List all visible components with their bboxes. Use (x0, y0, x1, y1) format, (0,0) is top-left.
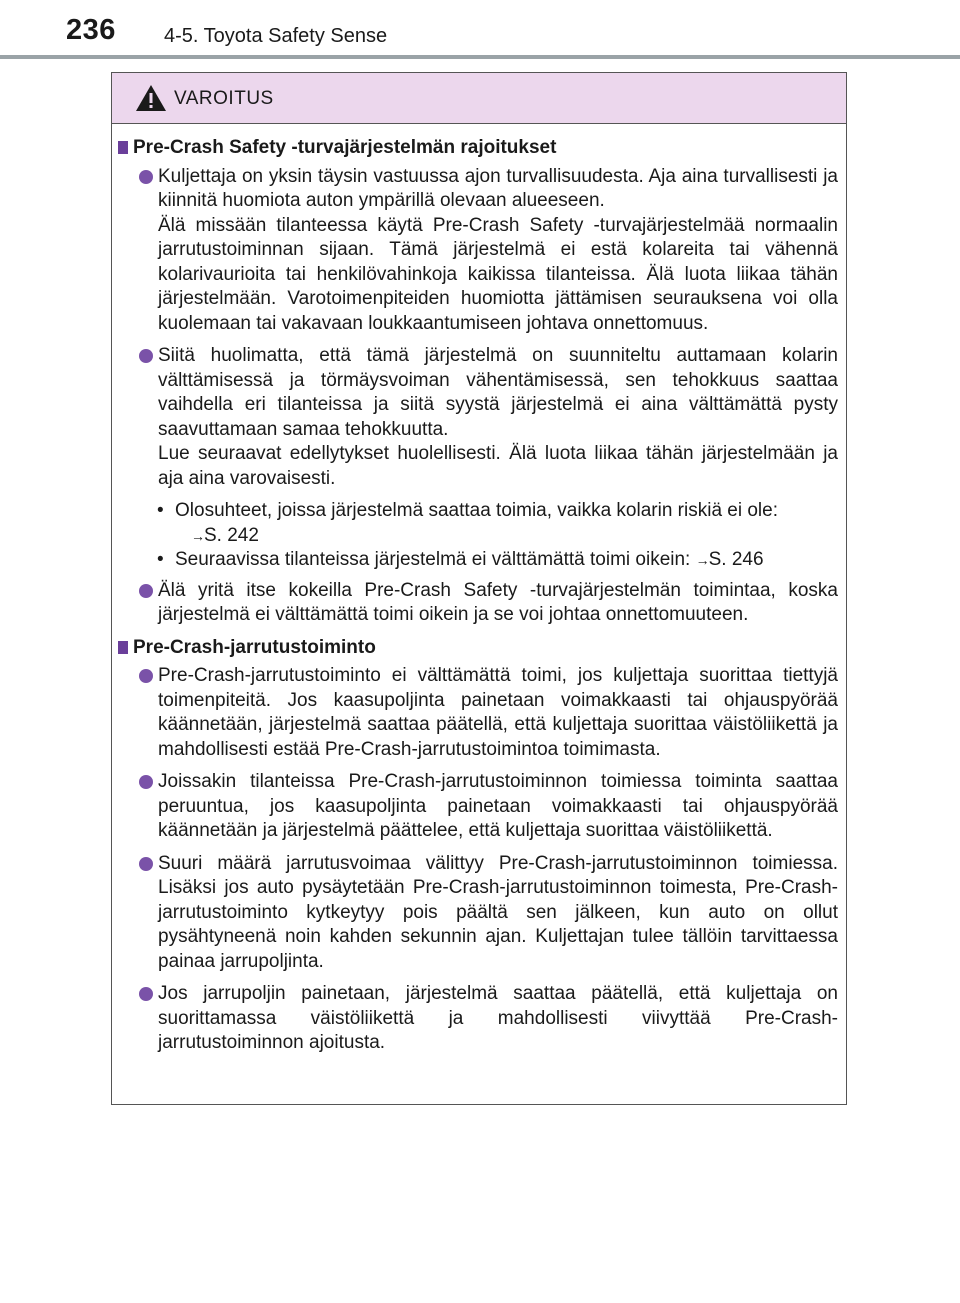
paragraph: Suuri määrä jarrutusvoimaa välittyy Pre-Crash-jarrutustoiminnon toimiessa. Lisäksi jos auto pysäytetään Pre-Crash-jarrutustoiminnon toimesta, Pre-Crash-jarrutustoiminto kytkeytyy pois päältä sen jälkeen, kun auto on ollut pysähtyneenä noin kahden sekunnin ajan. Kuljettajan tulee tällöin tarvittaessa painaa jarrupoljinta. (158, 852, 838, 972)
dot-marker-icon: • (157, 500, 164, 521)
section-heading-text: Pre-Crash Safety -turvajärjestelmän rajoitukset (133, 137, 557, 158)
list-item (117, 548, 838, 573)
bullet-item (117, 344, 838, 491)
condition-list (117, 499, 838, 573)
warning-label: VAROITUS (174, 88, 274, 109)
list-item-text: Olosuhteet, joissa järjestelmä saattaa toimia, vaikka kolarin riskiä ei ole: (175, 500, 778, 521)
circle-bullet-icon (139, 170, 153, 184)
warning-body (112, 124, 846, 1056)
dot-marker-icon: • (157, 549, 164, 570)
bullet-item (117, 852, 838, 975)
paragraph: Lue seuraavat edellytykset huolellisesti. Älä luota liikaa tähän järjestelmään ja aja aina varovaisesti. (158, 443, 838, 489)
paragraph: Älä missään tilanteessa käytä Pre-Crash Safety -turvajärjestelmää normaalin jarrutustoiminnan sijaan. Tämä järjestelmä ei estä kolareita tai vähennä kolarivaurioita tai henkilövahinkoja kaikissa tilanteissa. Älä luota liikaa tähän järjestelmään. Varotoimenpiteiden huomiotta jättämisen seurauksena voi olla kuolemaan tai vakavaan loukkaantumiseen johtava onnettomuus. (158, 214, 838, 334)
section-heading (117, 636, 838, 661)
header-rule (0, 55, 960, 59)
paragraph: Joissakin tilanteissa Pre-Crash-jarrutustoiminnon toimiessa toiminta saattaa peruuntua, jos kaasupoljinta painetaan voimakkaasti tai ohjauspyörää käännetään ja järjestelmä päättelee, että kuljettaja suorittaa väistöliikettä. (158, 771, 838, 841)
page-reference[interactable]: →S. 246 (695, 549, 764, 570)
circle-bullet-icon (139, 775, 153, 789)
square-bullet-icon (118, 141, 128, 154)
warning-triangle-icon (135, 84, 167, 112)
bullet-item (117, 770, 838, 844)
paragraph: Siitä huolimatta, että tämä järjestelmä on suunniteltu auttamaan kolarin välttämisessä ja törmäysvoiman vähentämisessä, sen tehokkuus saattaa vaihdella eri tilanteissa ja siitä syystä järjestelmä ei aina välttämättä pysty saavuttamaan samaa tehokkuutta. (158, 345, 838, 440)
page-header (0, 0, 960, 60)
circle-bullet-icon (139, 584, 153, 598)
circle-bullet-icon (139, 857, 153, 871)
arrow-right-icon: → (695, 552, 709, 568)
bullet-item (117, 982, 838, 1056)
section-heading (117, 136, 838, 161)
warning-header (112, 73, 846, 124)
paragraph: Jos jarrupoljin painetaan, järjestelmä saattaa päätellä, että kuljettaja on suorittamassa väistöliikettä ja mahdollisesti viivyttää Pre-Crash-jarrutustoiminnon ajoitusta. (158, 983, 838, 1053)
circle-bullet-icon (139, 349, 153, 363)
circle-bullet-icon (139, 987, 153, 1001)
section-title: 4-5. Toyota Safety Sense (164, 25, 388, 47)
bullet-item (117, 165, 838, 337)
section-heading-text: Pre-Crash-jarrutustoiminto (133, 636, 376, 658)
paragraph: Pre-Crash-jarrutustoiminto ei välttämättä toimi, jos kuljettaja suorittaa tiettyjä toimenpiteitä. Jos kaasupoljinta painetaan voimakkaasti tai ohjauspyörää käännetään, järjestelmä saattaa päätellä, että kuljettaja suorittaa väistöliikettä ja mahdollisesti estää Pre-Crash-jarrutustoimintoa toimimasta. (158, 665, 838, 760)
list-item-text: Seuraavissa tilanteissa järjestelmä ei välttämättä toimi oikein: (175, 549, 691, 570)
warning-box (111, 72, 847, 1105)
list-item (117, 499, 838, 548)
bullet-item (117, 664, 838, 762)
paragraph: Älä yritä itse kokeilla Pre-Crash Safety -turvajärjestelmän toimintaa, koska järjestelmä ei välttämättä toimi oikein ja se voi johtaa onnettomuuteen. (158, 579, 838, 625)
bullet-item (117, 579, 838, 628)
circle-bullet-icon (139, 669, 153, 683)
page-reference[interactable]: →S. 242 (191, 524, 259, 546)
paragraph: Kuljettaja on yksin täysin vastuussa ajon turvallisuudesta. Aja aina turvallisesti ja kiinnitä huomiota auton ympärillä olevaan alueeseen. (158, 165, 838, 211)
square-bullet-icon (118, 641, 128, 654)
arrow-right-icon: → (191, 527, 204, 544)
page-number: 236 (66, 14, 116, 46)
